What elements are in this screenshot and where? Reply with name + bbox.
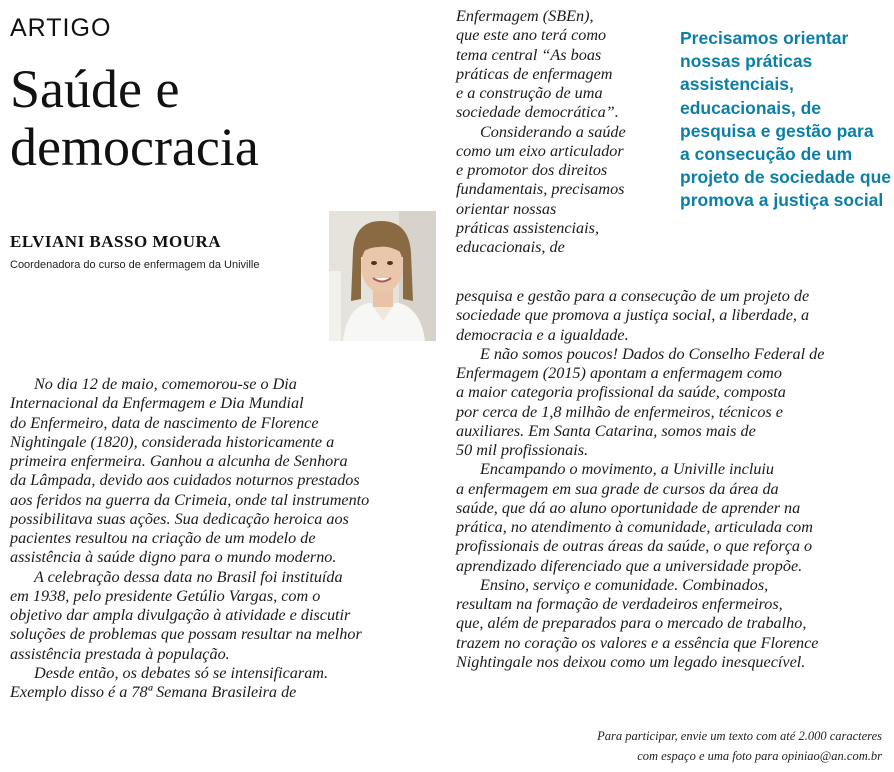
pull-quote-line: nossas práticas xyxy=(680,51,813,72)
body-line: práticas assistenciais, xyxy=(456,218,599,237)
body-line: A celebração dessa data no Brasil foi instituída xyxy=(34,567,343,586)
pull-quote-line: Precisamos orientar xyxy=(680,28,849,48)
left-column xyxy=(10,375,440,702)
pull-quote-line: educacionais, de xyxy=(680,97,822,118)
right-column-top xyxy=(456,7,671,257)
body-line: Enfermagem (SBEn), xyxy=(456,7,594,25)
body-line: da Lâmpada, devido aos cuidados noturnos prestados xyxy=(10,471,360,490)
body-line: e a construção de uma xyxy=(456,84,603,102)
pull-quote-line: promova a justiça social xyxy=(680,190,884,211)
author-name: ELVIANI BASSO MOURA xyxy=(10,232,222,251)
body-line: trazem no coração os valores e a essência que Florence xyxy=(456,633,819,652)
body-line: saúde, que dá ao aluno oportunidade de aprender na xyxy=(456,498,801,517)
body-line: democracia e a igualdade. xyxy=(456,325,629,344)
body-line: pacientes resultou na criação de um modelo de xyxy=(10,529,316,547)
body-line: 50 mil profissionais. xyxy=(456,441,589,459)
pull-quote-line: assistenciais, xyxy=(680,74,794,95)
body-line: prática, no atendimento à comunidade, articulada com xyxy=(456,518,813,536)
author-role: Coordenadora do curso de enfermagem da Univille xyxy=(10,259,260,271)
pull-quote-line: a consecução de um xyxy=(680,144,853,165)
body-line: Encampando o movimento, a Univille incluiu xyxy=(480,460,775,479)
body-line: aprendizado diferenciado que a universidade propõe. xyxy=(456,556,803,575)
pull-quote xyxy=(680,27,890,213)
author-portrait-photo xyxy=(329,211,436,341)
body-line: No dia 12 de maio, comemorou-se o Dia xyxy=(34,375,297,393)
body-line: Desde então, os debates só se intensificaram. xyxy=(34,663,329,682)
body-line: possibilitava suas ações. Sua dedicação heroica aos xyxy=(10,509,349,528)
body-line: sociedade democrática”. xyxy=(456,103,619,122)
section-label: ARTIGO xyxy=(10,14,112,42)
body-line: a enfermagem em sua grade de cursos da área da xyxy=(456,479,779,498)
body-line: Enfermagem (2015) apontam a enfermagem como xyxy=(456,364,782,382)
submission-note-line: Para participar, envie um texto com até 2.000 caracteres xyxy=(597,729,882,743)
submission-note xyxy=(597,726,882,766)
body-line: assistência à saúde digno para o mundo moderno. xyxy=(10,548,337,567)
pull-quote-line: projeto de sociedade que xyxy=(680,167,892,188)
body-line: por cerca de 1,8 milhão de enfermeiros, técnicos e xyxy=(456,402,783,421)
body-line: pesquisa e gestão para a consecução de um projeto de xyxy=(456,287,810,305)
body-line: Exemplo disso é a 78ª Semana Brasileira de xyxy=(10,683,297,701)
body-line: Nightingale (1820), considerada historicamente a xyxy=(10,432,335,451)
body-line: fundamentais, precisamos xyxy=(456,180,625,199)
body-line: do Enfermeiro, data de nascimento de Florence xyxy=(10,413,319,432)
body-line: como um eixo articulador xyxy=(456,141,624,160)
body-line: e promotor dos direitos xyxy=(456,161,608,179)
title-line: democracia xyxy=(10,117,259,177)
body-line: Internacional da Enfermagem e Dia Mundial xyxy=(10,394,304,413)
body-line: E não somos poucos! Dados do Conselho Federal de xyxy=(480,344,825,363)
body-line: a maior categoria profissional da saúde, composta xyxy=(456,383,786,402)
body-line: auxiliares. Em Santa Catarina, somos mais de xyxy=(456,421,756,440)
body-line: primeira enfermeira. Ganhou a alcunha de Senhora xyxy=(10,452,348,470)
body-line: tema central “As boas xyxy=(456,45,602,64)
body-line: práticas de enfermagem xyxy=(456,64,613,83)
title-line: Saúde e xyxy=(10,59,180,119)
body-line: que, além de preparados para o mercado de trabalho, xyxy=(456,614,807,633)
body-line: assistência prestada à população. xyxy=(10,644,230,663)
body-line: Nightingale nos deixou como um legado inesquecível. xyxy=(456,652,806,671)
body-line: soluções de problemas que possam resultar na melhor xyxy=(10,625,362,644)
body-line: educacionais, de xyxy=(456,238,565,256)
pull-quote-line: pesquisa e gestão para xyxy=(680,120,874,141)
body-line: Considerando a saúde xyxy=(480,122,626,141)
body-line: objetivo dar ampla divulgação à atividade e discutir xyxy=(10,606,351,624)
article-title xyxy=(10,60,259,176)
submission-note-line: com espaço e uma foto para opiniao@an.com.br xyxy=(637,749,882,763)
body-line: sociedade que promova a justiça social, a liberdade, a xyxy=(456,306,810,325)
right-column-bottom xyxy=(456,287,888,672)
body-line: orientar nossas xyxy=(456,199,557,218)
body-line: resultam na formação de verdadeiros enfermeiros, xyxy=(456,595,783,613)
body-line: que este ano terá como xyxy=(456,26,607,45)
body-line: Ensino, serviço e comunidade. Combinados, xyxy=(480,575,769,594)
body-line: em 1938, pelo presidente Getúlio Vargas, com o xyxy=(10,586,321,605)
body-line: profissionais de outras áreas da saúde, o que reforça o xyxy=(456,537,813,556)
body-line: aos feridos na guerra da Crimeia, onde tal instrumento xyxy=(10,490,370,509)
